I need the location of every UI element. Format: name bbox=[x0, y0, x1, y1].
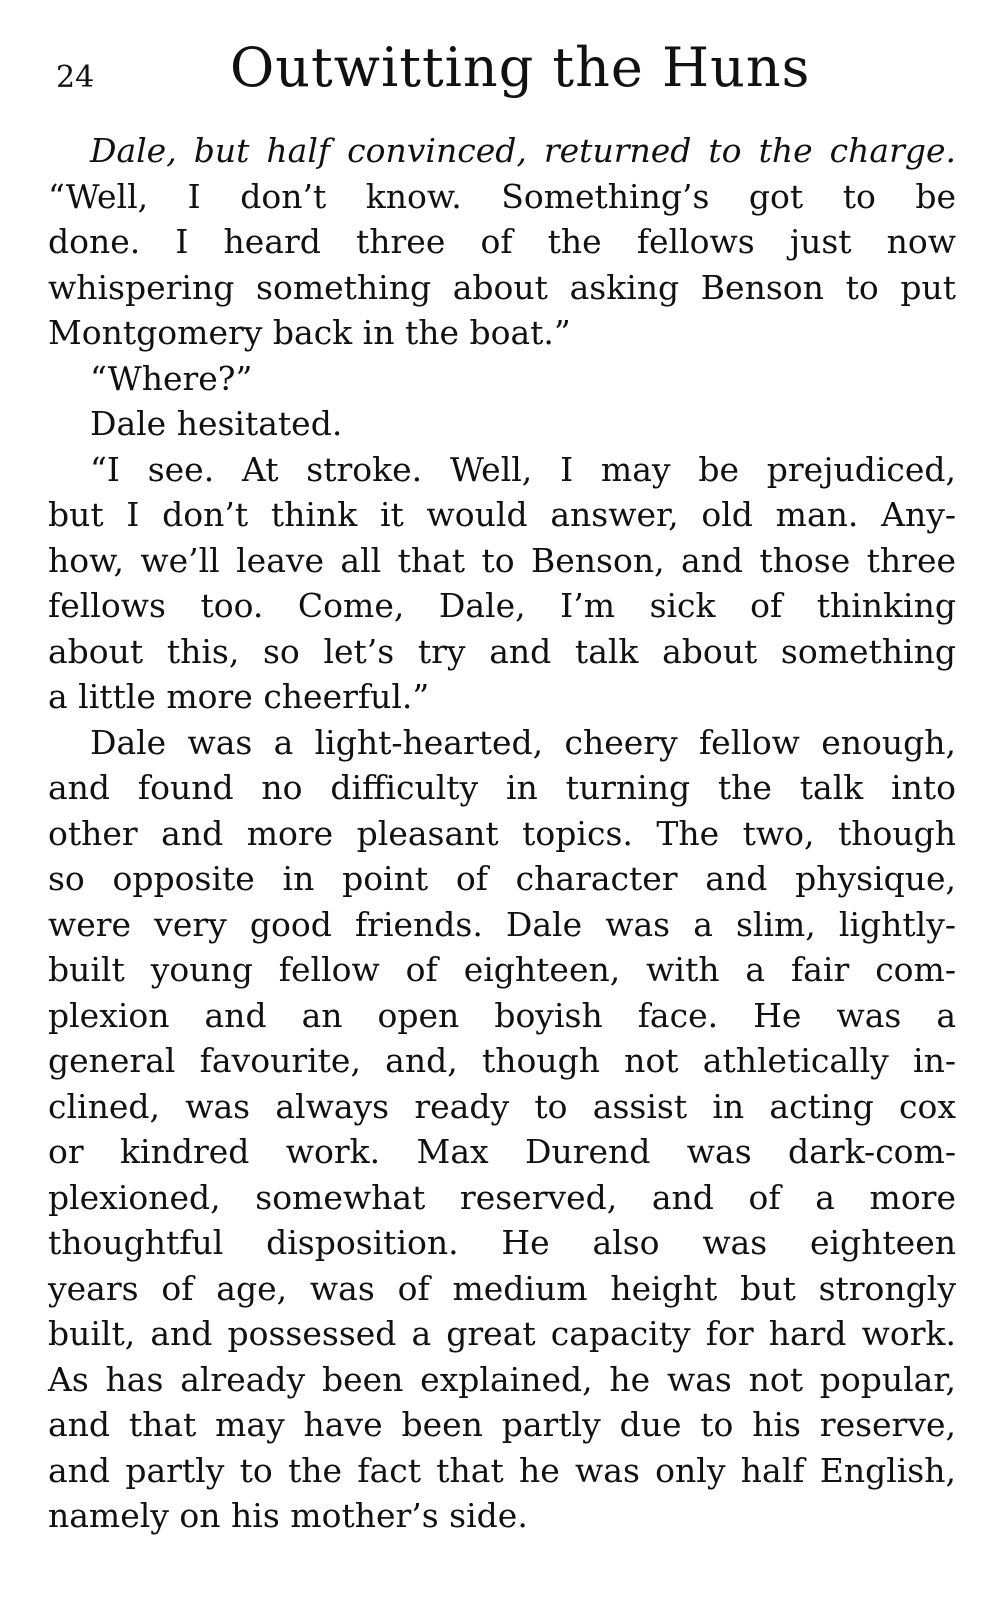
text-line: years of age, was of medium height but strongly bbox=[48, 1268, 956, 1308]
text-line: fellows too. Come, Dale, I’m sick of thinking bbox=[48, 586, 956, 625]
text-line: “Where?” bbox=[90, 358, 253, 398]
page-header bbox=[0, 30, 1000, 110]
text-line: done. I heard three of the fellows just now bbox=[48, 222, 956, 261]
text-line: and found no difficulty in turning the talk into bbox=[48, 768, 956, 807]
text-line: clined, was always ready to assist in acting cox bbox=[48, 1086, 956, 1126]
text-line: Dale, but half convinced, returned to the charge. bbox=[90, 131, 956, 170]
text-line: built, and possessed a great capacity for hard work. bbox=[48, 1314, 956, 1353]
text-line: As has already been explained, he was not popular, bbox=[48, 1359, 956, 1399]
page-number: 24 bbox=[56, 60, 95, 95]
text-line: whispering something about asking Benson to put bbox=[48, 267, 956, 307]
text-line: general favourite, and, though not athletically in- bbox=[48, 1041, 956, 1080]
text-line: plexioned, somewhat reserved, and of a more bbox=[48, 1177, 956, 1217]
text-line: were very good friends. Dale was a slim, lightly- bbox=[48, 904, 956, 944]
text-line: Dale hesitated. bbox=[90, 404, 343, 443]
text-line: so opposite in point of character and physique, bbox=[48, 859, 956, 898]
text-line: plexion and an open boyish face. He was a bbox=[48, 995, 956, 1035]
running-title: Outwitting the Huns bbox=[230, 36, 811, 99]
text-line: how, we’ll leave all that to Benson, and those three bbox=[48, 540, 956, 580]
text-line: other and more pleasant topics. The two, though bbox=[48, 813, 956, 853]
text-line: a little more cheerful.” bbox=[48, 677, 430, 716]
text-line: namely on his mother’s side. bbox=[48, 1496, 528, 1535]
text-line: or kindred work. Max Durend was dark-com- bbox=[48, 1132, 956, 1171]
text-line: Dale was a light-hearted, cheery fellow enough, bbox=[90, 722, 956, 762]
text-line: about this, so let’s try and talk about something bbox=[48, 631, 956, 671]
text-line: and that may have been partly due to his reserve, bbox=[48, 1405, 956, 1444]
text-line: built young fellow of eighteen, with a fair com- bbox=[48, 950, 956, 989]
text-line: thoughtful disposition. He also was eighteen bbox=[48, 1223, 956, 1262]
text-line: but I don’t think it would answer, old man. Any- bbox=[48, 495, 956, 534]
body-text bbox=[48, 128, 956, 1539]
text-line: Montgomery back in the boat.” bbox=[48, 313, 571, 352]
text-line: “I see. At stroke. Well, I may be prejudiced, bbox=[90, 449, 956, 489]
text-line: and partly to the fact that he was only half English, bbox=[48, 1450, 956, 1490]
text-line: “Well, I don’t know. Something’s got to be bbox=[48, 176, 956, 216]
